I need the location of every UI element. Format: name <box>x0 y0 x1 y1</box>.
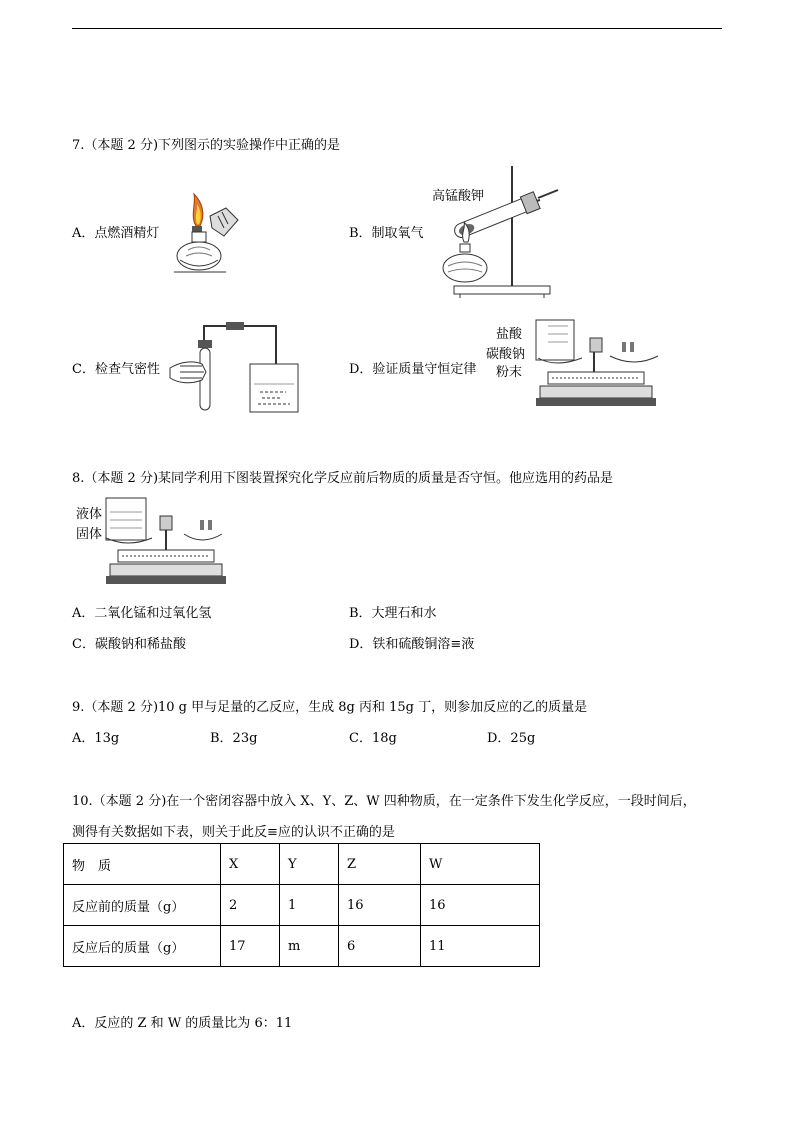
table-cell: Y <box>280 844 339 885</box>
fig-d-label-3: 粉末 <box>496 365 523 380</box>
table-cell: Z <box>339 844 421 885</box>
q9-option-a: A．13g <box>72 731 120 746</box>
table-cell: 16 <box>421 885 540 926</box>
fig-d-label-1: 盐酸 <box>496 327 523 342</box>
table-cell: 17 <box>221 926 280 967</box>
q10-stem-line1: 10.（本题 2 分)在一个密闭容器中放入 X、Y、Z、W 四种物质，在一定条件下发生化学反应，一段时间后， <box>72 794 696 809</box>
q7-option-d: D．验证质量守恒定律 <box>349 362 477 377</box>
q8-option-a: A．二氧化锰和过氧化氢 <box>72 606 212 621</box>
q7-option-c: C．检查气密性 <box>72 362 160 377</box>
q8-stem: 8.（本题 2 分)某同学利用下图装置探究化学反应前后物质的质量是否守恒。他应选用的药品是 <box>72 471 614 486</box>
oxygen-setup-figure <box>430 158 562 298</box>
table-cell: 6 <box>339 926 421 967</box>
q9-option-c: C．18g <box>349 731 397 746</box>
q7-stem: 7.（本题 2 分)下列图示的实验操作中正确的是 <box>72 138 341 153</box>
mass-conservation-figure <box>486 316 662 412</box>
fig-b-label: 高锰酸钾 <box>432 189 485 204</box>
q9-option-d: D．25g <box>487 731 536 746</box>
fig-8-label-2: 固体 <box>76 527 103 542</box>
q8-option-b: B．大理石和水 <box>349 606 437 621</box>
table-cell: 1 <box>280 885 339 926</box>
q10-option-a: A．反应的 Z 和 W 的质量比为 6：11 <box>72 1016 293 1031</box>
q7-option-b: B．制取氧气 <box>349 226 424 241</box>
balance-figure <box>76 494 226 590</box>
table-row <box>64 885 540 926</box>
table-cell: 16 <box>339 885 421 926</box>
fig-d-label-2: 碳酸钠 <box>486 347 526 362</box>
table-cell: 11 <box>421 926 540 967</box>
table-cell: m <box>280 926 339 967</box>
q10-stem-line2: 测得有关数据如下表，则关于此反≡应的认识不正确的是 <box>72 825 395 840</box>
alcohol-lamp-figure <box>166 186 248 276</box>
q7-option-a: A．点燃酒精灯 <box>72 226 160 241</box>
table-row <box>64 926 540 967</box>
table-cell: W <box>421 844 540 885</box>
airtight-check-figure <box>166 318 306 418</box>
q9-option-b: B．23g <box>210 731 258 746</box>
table-cell: 2 <box>221 885 280 926</box>
table-cell: 反应后的质量（g） <box>64 926 221 967</box>
q8-option-c: C．碳酸钠和稀盐酸 <box>72 637 186 652</box>
fig-8-label-1: 液体 <box>76 507 103 522</box>
q8-option-d: D．铁和硫酸铜溶≡液 <box>349 637 475 652</box>
q9-stem: 9.（本题 2 分)10 g 甲与足量的乙反应，生成 8g 丙和 15g 丁，则参加反应的乙的质量是 <box>72 700 588 715</box>
table-header-row <box>64 844 540 885</box>
table-cell: 反应前的质量（g） <box>64 885 221 926</box>
table-cell: 物 质 <box>64 844 221 885</box>
header-rule <box>72 28 722 29</box>
data-table <box>63 843 540 967</box>
table-cell: X <box>221 844 280 885</box>
